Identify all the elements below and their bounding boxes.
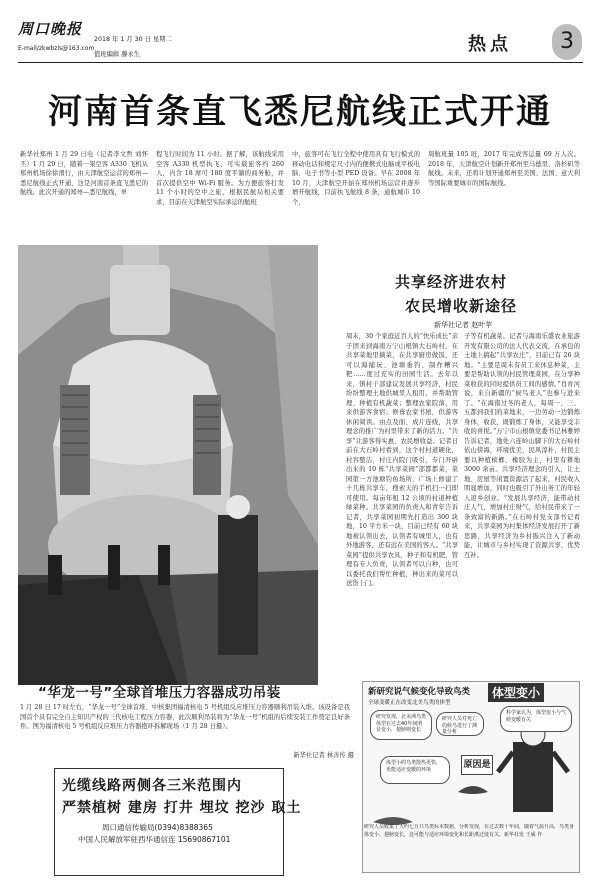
reactor-vessel-illustration [18,245,318,685]
ad-line-3: 周口通信传输局(0394)8388365 [102,823,213,832]
photo-caption-title: “华龙一号”全球首堆压力容器成功吊装 [38,685,281,701]
ad-line-1: 光缆线路两侧各三米范围内 [62,778,242,794]
cartoon-bubble-4: 体型小的鸟类散热更快，更能适应变暖的环境 [380,756,450,784]
article2-column-1: 周末，30 个家庭近百人的“快乐成长”亲子团来到海南万宁山根镇大石岭村，在共享菜地里摘菜，在共享厨房做饭，还可以海捕玩、池塘垂钓、制作糟兴粑……度过充实的田园生活。去年以来，镇村干部建议发展共享经济，村民纷纷整理土地供城里人租用，并帮助管理、种植有机蔬菜；整理农家院落，用来供游客食宿；修葺农家书屋，供游客休闲阅读。由点及面、成片连线，共享理念的推广为村里带来了新的活力。“共享”让游客得实惠，农民增收益。记者日前在大石岭村看到，这个村村道硬化，村容整洁，村庄内院门吸引，专门开辟出来的 10 栋“共享菜园”部都都菜，菜园第一方池塘钓鱼场所，广场上修建了十几栋共享车，搜索天的手机扫一扫即可使用。每亩年租 12 公顷的村道种植绿菜种。共享菜园的负责人和青年告诉记者，共享菜园初期先打造出 300 块地，10 平方米一块，目前已经有 60 块地被认领出去，认领者有城里人，也有外地游客，还有远在美国的客人。“共享菜园”提供共享农具，种子和有机肥，管理有专人负责，认领者可以自种，也可以委托我们帮忙种植，种出来的菜可以送货上门。 [346,333,458,587]
cartoon-title: 新研究说气候变化导致鸟类 [368,687,471,697]
article2-column-2: 子等有机蔬菜。记者与海南乐盛农业旅游开发有限公司的法人代表交流，在承包的土地上搞起“共享农庄”，目前已有 26 块地。“主要是周末有员工来休息种菜，主要是帮助认领的村民管理菜园，在分享种菜收获的同时提供员工间的感情。”肖育河说，来自新疆的“候鸟老人”也参与进来了。“在海南过冬的老人，每周一、三、五都到我们的菜地来，一边劳动一边锻炼身体，收获、既锻炼了身体，又能享受丰收的喜悦。”万宁市山根镇党委书记林雅婷告诉记者，地处六连岭山脚下的大石岭村依山傍海，环境优美，民风淳朴，村民主要以种植槟榔、橡胶为主，村里有耕地 3000 余亩。共享经济理念的引入，让土地、房屋等闲置资源活了起来，村民收入明显增加，同时也吸引了外出务工的年轻人返乡创业。“发展共享经济，能带动村庄人气，增加村庄财气，给村民带来了一条致富的新路。”在石岭村党支部书记看来，共享菜园为村集体经济发展打开了新思路，共享经济为乡村振兴注入了新动能，让城市与乡村实现了资源共享、优势互补。 [464,333,580,559]
section-label: 热点 [468,34,512,55]
cartoon-bubble-2: 研究人员对死亡的候鸟进行了测量分析 [436,712,484,736]
main-headline: 河南首条直飞悉尼航线正式开通 [48,92,552,132]
article2-title-line1: 共享经济进农村 [395,273,508,291]
header-editor: 值班编辑 滕永生 [94,51,141,58]
ad-line-2: 严禁植树 建房 打井 埋坟 挖沙 取土 [62,800,302,816]
header-divider [18,62,583,63]
cartoon-bubble-3: 科学家认为，体型变小与气候变暖有关 [500,706,572,732]
reactor-photo [18,245,318,685]
photo-credit: 新华社记者 林善传 摄 [293,752,354,759]
cartoon-reason-label: 原因是 [461,755,493,775]
article2-title-line2: 农民增收新途径 [405,297,518,315]
newspaper-logo: 周口晚报 [18,20,83,38]
article1-column-1: 新华社郑州 1 月 29 日电（记者李文哲 刘怀丕）1 月 29 日，随着一架空客 A330 飞机从郑州机场徐徐滑行，由天津航空运营的郑州—悉尼航线正式开通，这是河南首条直飞悉尼的航线。此次开通的郑州—悉尼航线，单 [20,151,148,196]
ad-line-4: 中国人民解放军驻西华通信连 15690867101 [78,835,231,844]
article1-column-4: 周航班量 105 班，2017 年完成客运量 69 万人次。2018 年，天津航空计划新开郑州至马德里、洛杉矶等航线。未来，还将计划开通郑州至美国、法国、意大利等国际重要城市的国际航线。 [428,151,580,187]
cartoon-bubble-1: 研究发现，北美洲鸟类体型在过去40年间明显变小，翅膀则变长 [370,710,432,740]
article2-byline: 新华社记者 赵叶苹 [434,321,493,329]
page-number: 3 [552,24,582,60]
header-email: E-mail/zkwbzls@163.com [18,45,95,52]
cartoon-subtitle: 全球变暖正在改变北美鸟类的体型 [368,700,451,706]
cartoon-title-highlight: 体型变小 [488,683,544,702]
article1-column-3: 中，旅客可在飞行全程中使用具有飞行模式的移动电话和规定尺寸内的便携式电脑或平板电脑、电子书等小型 PED 设备。早在 2008 年 10 月，天津航空开始在郑州机场运营并逐步增开航线，目前执飞航线 8 条，通航城市 10 个， [292,151,420,206]
header-date: 2018 年 1 月 30 日 星期二 [94,36,172,43]
article1-column-2: 程飞行时间为 11 小时。据了解，该航线采用空客 A330 机型执飞，可实载旅客约 260 人，内含 18 席可 180 度平躺的商务舱，并首次提供空中 Wi-Fi 服务。为方便旅客打发 11 个小时的空中之旅，根据民航局相关要求，目前在天津航空实际承运的航班 [156,151,284,206]
cartoon-footer-text: 研究人员收集了大约七万只鸟类标本数据，分析发现，在过去数十年间，随着气温升高，鸟类身体变小、翅膀变长，这可能与适应环境变化和长距离迁徙有关。新华社发 王威 作 [364,824,575,838]
photo-caption-text: 1 月 28 日 17 时左右，“华龙一号”全球首堆、中核集团福清核电 5 号机组反应堆压力容器顺利吊装入堆。该设备是我国首个具有完全自主知识产权的三代核电工程压力容器，此次顺利吊装将为“华龙一号”机组的后续安装工作奠定良好条件。图为福清核电 5 号机组反应堆压力容器抱环拆解现场（1 月 28 日摄）。 [20,704,350,730]
